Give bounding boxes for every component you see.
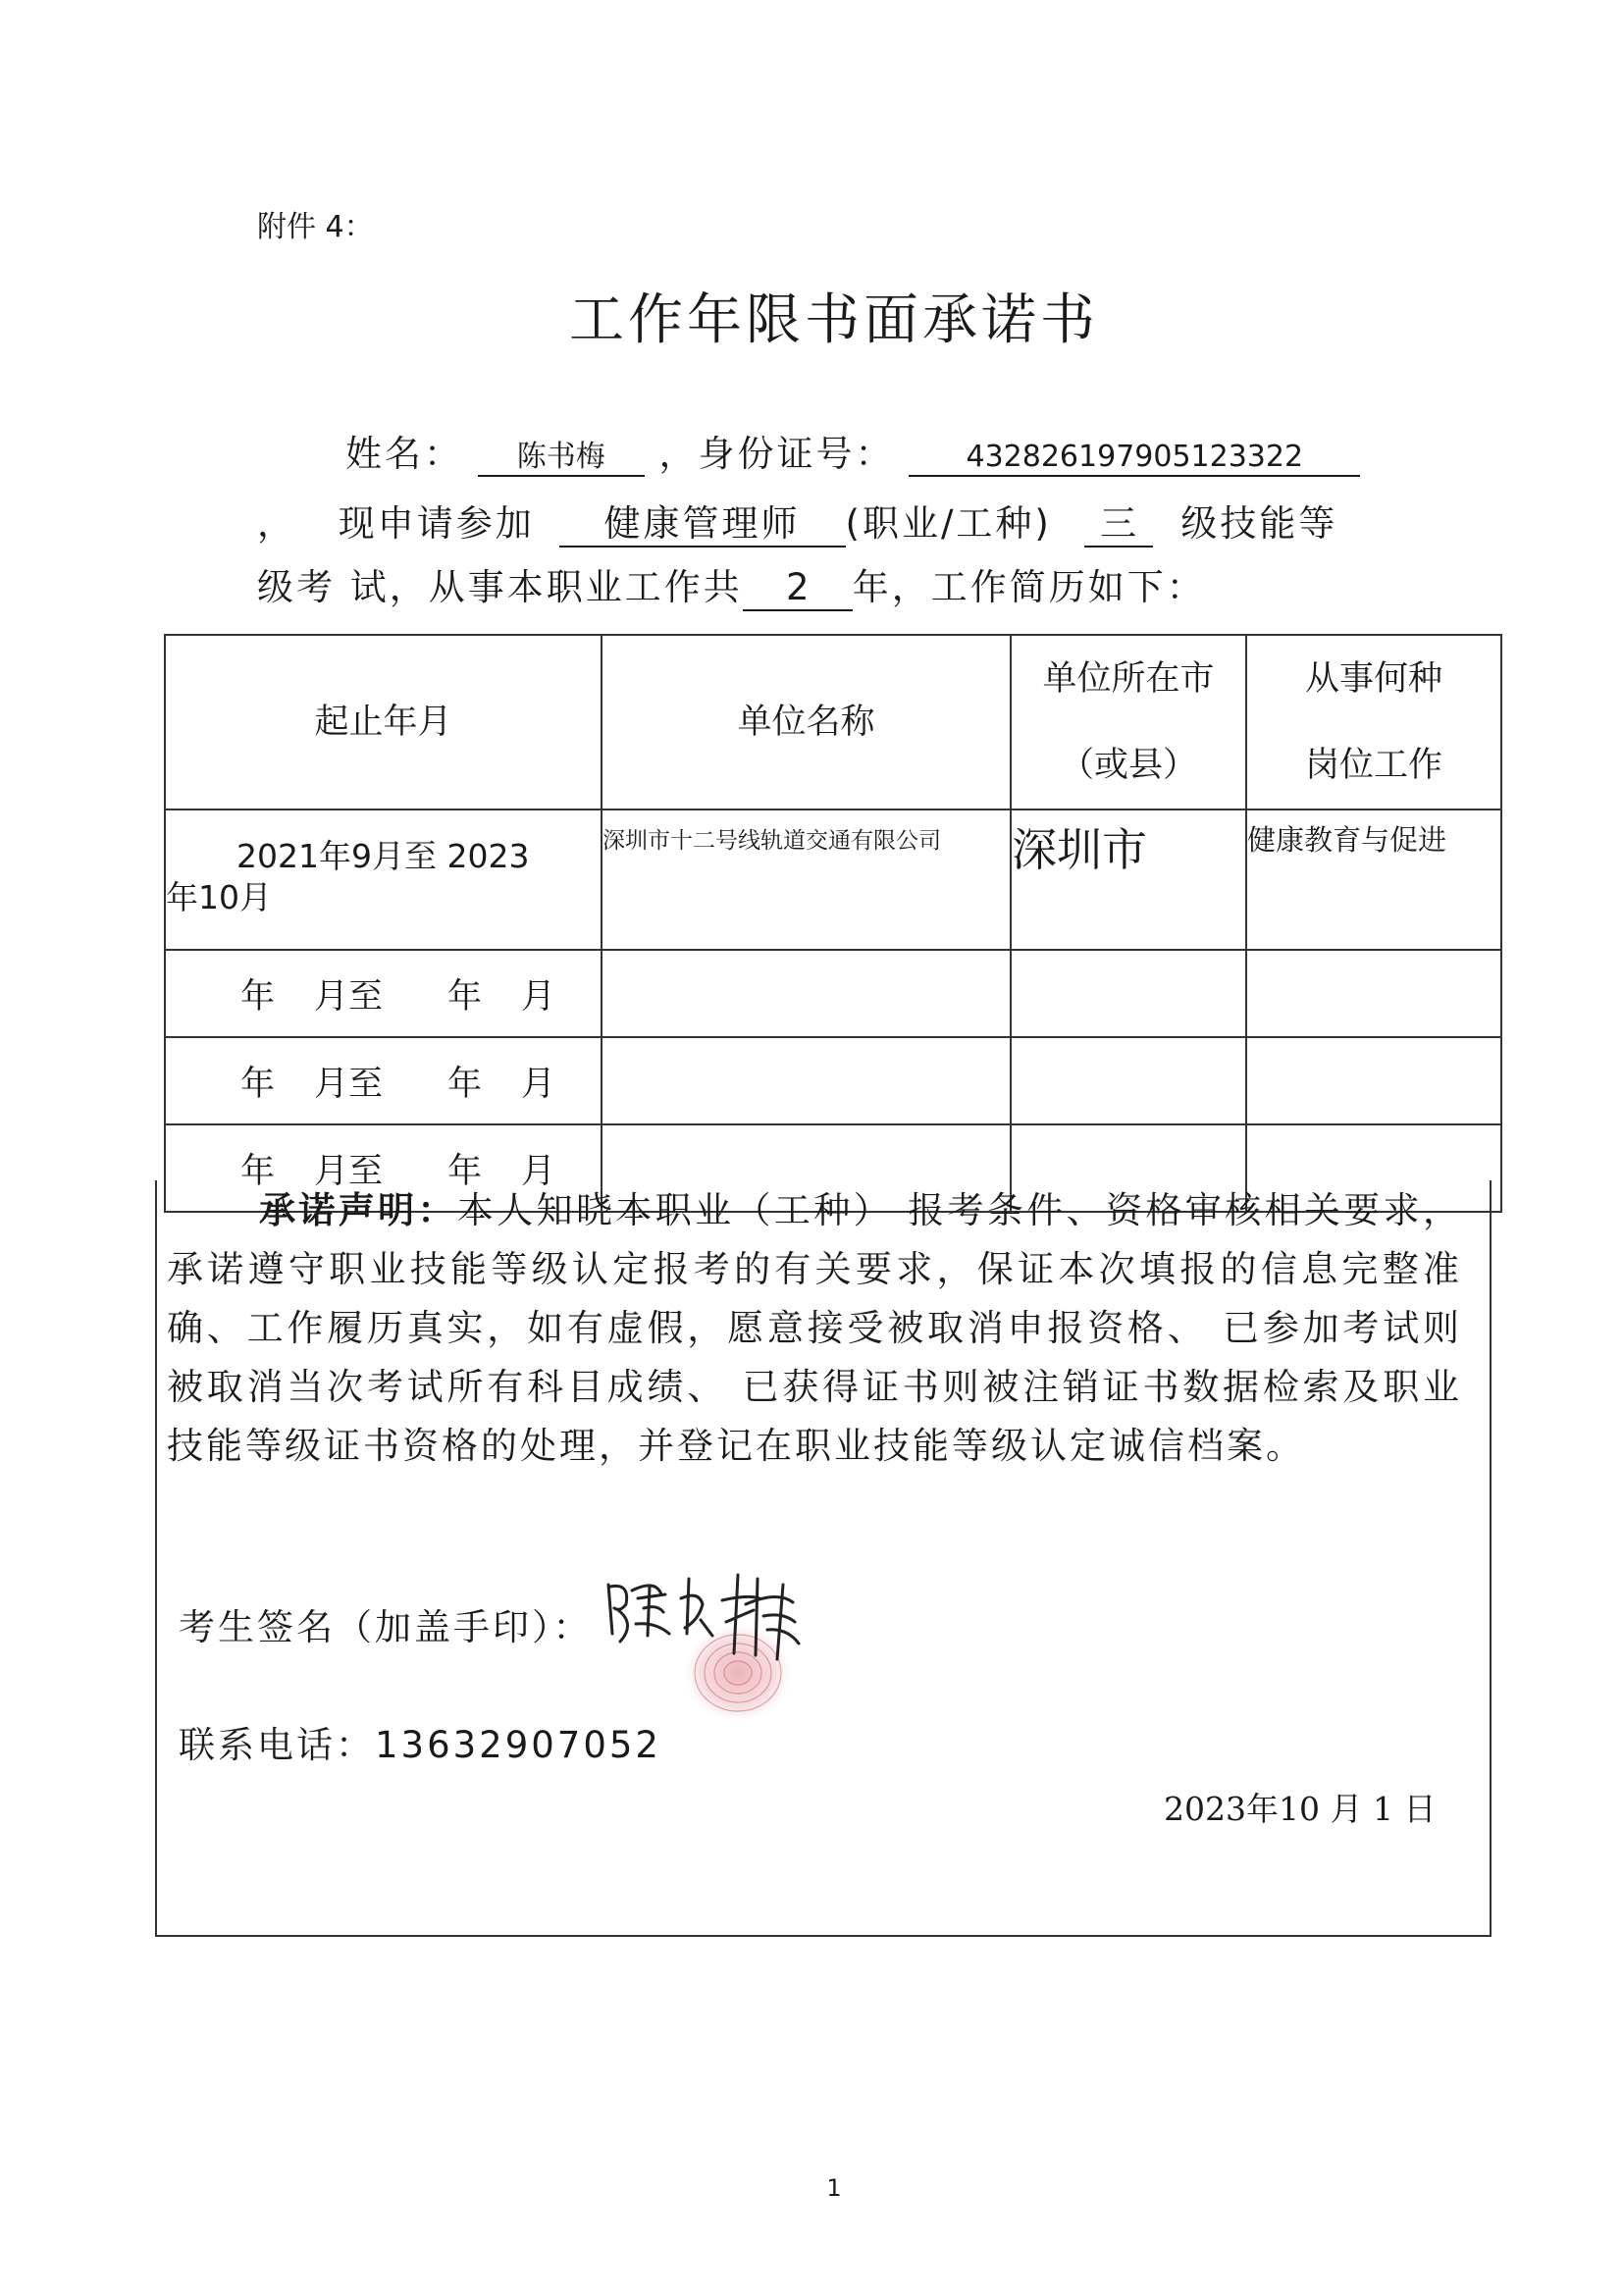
years-field: 2 [743,567,853,611]
year-label: 年 [447,1064,483,1104]
header-org: 单位名称 [602,635,1011,809]
name-label: 姓名： [345,433,463,475]
header-post [1246,635,1501,809]
header-post-line2: 岗位工作 [1304,746,1442,785]
header-city [1011,635,1246,809]
period-cell-blank [165,1037,602,1124]
org-cell-blank [602,950,1011,1037]
phone-label: 联系电话： [179,1724,375,1766]
post-cell: 健康教育与促进 [1246,809,1501,950]
intro-line-3 [257,557,1206,611]
attachment-label: 附件 4： [257,210,374,244]
id-label: ，身份证号： [658,433,895,475]
header-city-line2: （或县） [1059,746,1197,785]
work-history-table [164,634,1502,1213]
signature-image [591,1565,826,1732]
table-header-row [165,635,1501,809]
period-cell-blank [165,950,602,1037]
year-label: 年 [240,976,276,1017]
period-line1: 2021年9月至 2023 [236,837,530,875]
phone-line [179,1715,661,1768]
month-to-label: 月至 [314,1064,384,1104]
apply-text: 现申请参加 [338,502,535,545]
sign-date: 2023年10 月 1 日 [1164,1790,1437,1828]
occupation-suffix: (职业/工种) [845,502,1052,545]
line3-suffix: 年，工作简历如下： [852,566,1206,608]
year-label: 年 [447,976,483,1017]
header-post-line1: 从事何种 [1304,659,1442,699]
phone-number: 13632907052 [375,1724,661,1766]
city-cell-blank [1011,950,1246,1037]
month-to-label: 月至 [314,1151,384,1191]
name-field: 陈书梅 [478,441,645,477]
year-label: 年 [240,1151,276,1191]
org-cell: 深圳市十二号线轨道交通有限公司 [602,809,1011,950]
year-label: 年 [447,1151,483,1191]
year-label: 年 [240,1064,276,1104]
table-row [165,950,1501,1037]
declaration-text: 本人知晓本职业（工种） 报考条件、资格审核相关要求，承诺遵守职业技能等级认定报考的有关要求，保证本次填报的信息完整准确、工作履历真实，如有虚假，愿意接受被取消申报资格、 已参加考试则被取消当次考试所有科目成绩、 已获得证书则被注销证书数据检索及职业技能等级证书资格的处理，并登记在职业技能等级认定诚信档案。 [167,1189,1462,1467]
id-number-field: 432826197905123322 [909,441,1360,477]
intro-line-2 [257,494,1337,548]
period-line2: 年10月 [166,878,272,916]
org-cell-blank [602,1037,1011,1124]
declaration [167,1181,1462,1476]
post-cell-blank [1246,1037,1501,1124]
header-city-line1: 单位所在市 [1042,659,1215,699]
city-cell-blank [1011,1037,1246,1124]
header-period: 起止年月 [165,635,602,809]
month-label: 月 [521,1064,556,1104]
level-suffix: 级技能等 [1180,502,1338,545]
post-cell-blank [1246,950,1501,1037]
occupation-field: 健康管理师 [559,503,846,548]
table-row [165,1037,1501,1124]
comma: ， [257,502,296,545]
signature-label: 考生签名（加盖手印）： [179,1606,593,1648]
month-label: 月 [521,976,556,1017]
intro-line-1 [345,424,1360,477]
month-to-label: 月至 [314,976,384,1017]
table-row [165,809,1501,950]
declaration-lead: 承诺声明： [259,1189,457,1231]
level-field: 三 [1084,503,1153,548]
period-cell [165,809,602,950]
page-number: 1 [826,2174,842,2202]
page-title: 工作年限书面承诺书 [569,288,1099,352]
month-label: 月 [521,1151,556,1191]
fingerprint-mark [684,1624,792,1722]
city-cell: 深圳市 [1011,809,1246,950]
line3-prefix: 级考 试，从事本职业工作共 [257,566,743,608]
